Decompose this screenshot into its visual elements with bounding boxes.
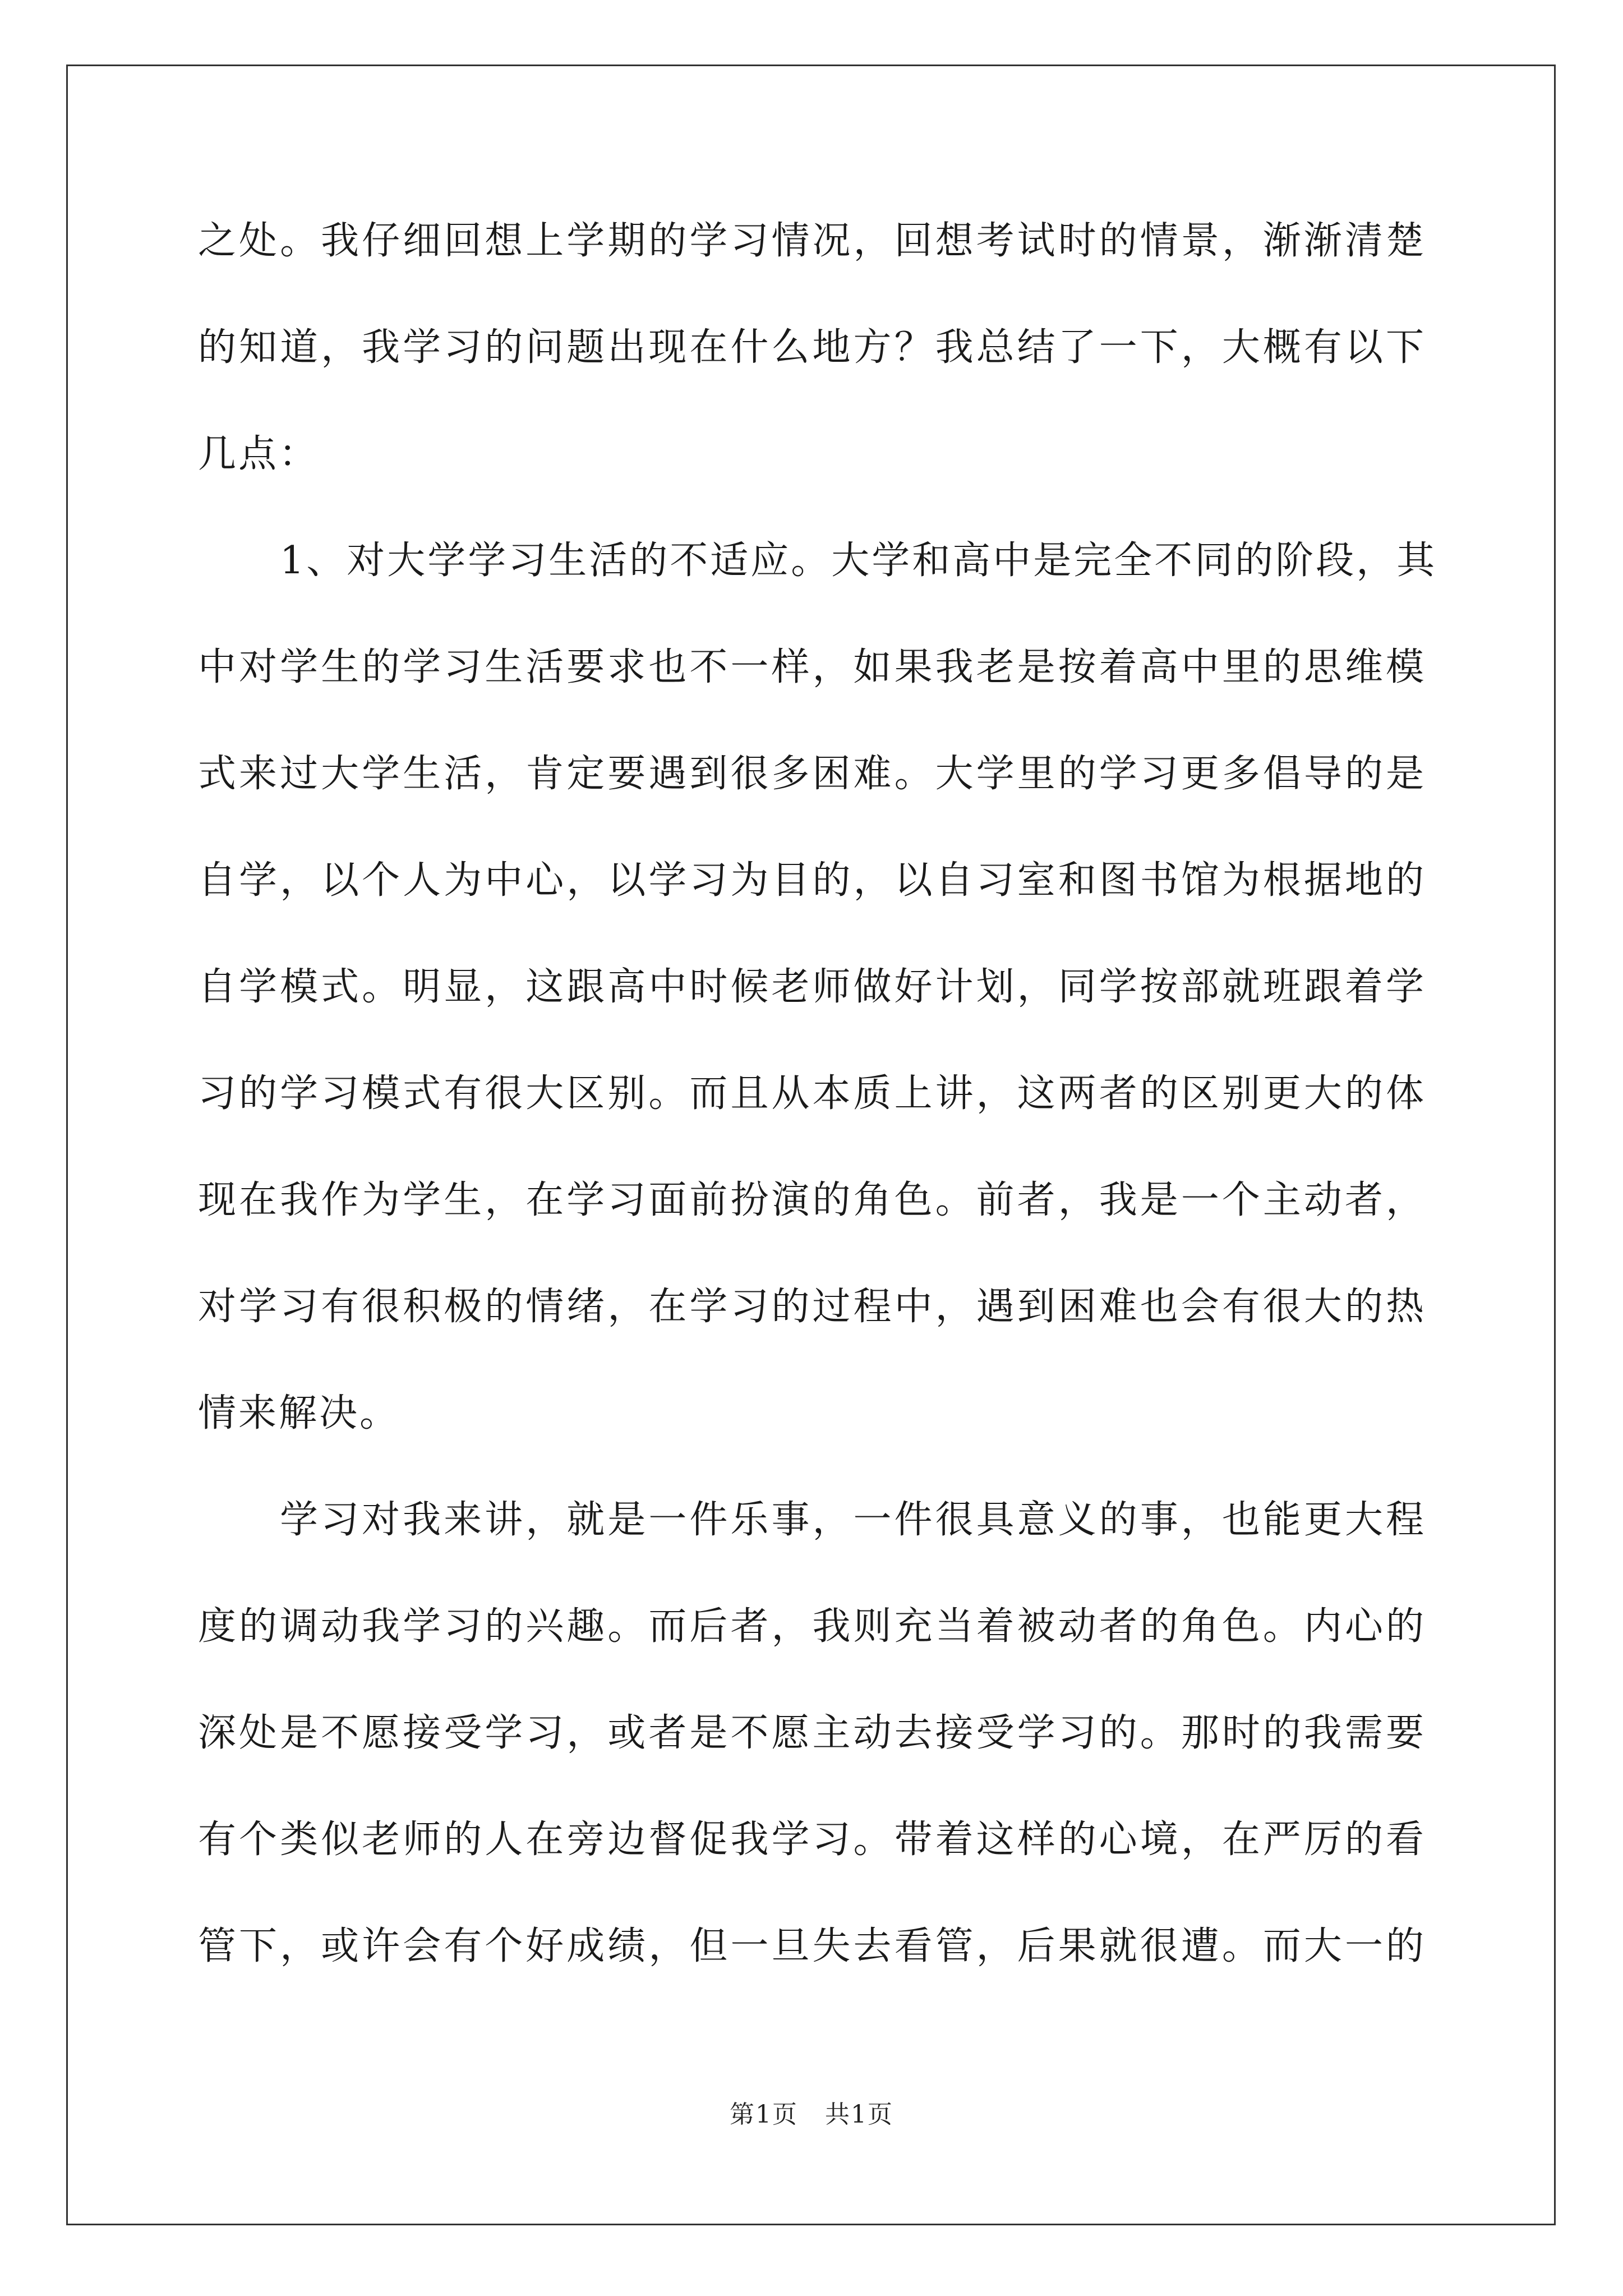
text-line: 管下，或许会有个好成绩，但一旦失去看管，后果就很遭。而大一的	[198, 1924, 1426, 1968]
page-footer	[0, 2094, 1623, 2130]
text-line: 深处是不愿接受学习，或者是不愿主动去接受学习的。那时的我需要	[198, 1711, 1426, 1755]
text-line: 自学，以个人为中心，以学习为目的，以自习室和图书馆为根据地的	[198, 858, 1426, 903]
text-line: 习的学习模式有很大区别。而且从本质上讲，这两者的区别更大的体	[198, 1071, 1426, 1116]
text-line: 的知道，我学习的问题出现在什么地方？我总结了一下，大概有以下	[198, 325, 1426, 370]
document-body	[198, 210, 1437, 2022]
text-line: 情来解决。	[198, 1391, 400, 1435]
text-line: 1、对大学学习生活的不适应。大学和高中是完全不同的阶段，其	[280, 539, 1437, 583]
page-number: 第1页	[730, 2100, 798, 2129]
text-line: 度的调动我学习的兴趣。而后者，我则充当着被动者的角色。内心的	[198, 1604, 1426, 1649]
text-line: 自学模式。明显，这跟高中时候老师做好计划，同学按部就班跟着学	[198, 965, 1426, 1009]
page-total: 共1页	[825, 2100, 893, 2129]
text-line: 之处。我仔细回想上学期的学习情况，回想考试时的情景，渐渐清楚	[198, 219, 1426, 263]
text-line: 对学习有很积极的情绪，在学习的过程中，遇到困难也会有很大的热	[198, 1285, 1426, 1329]
text-line: 学习对我来讲，就是一件乐事，一件很具意义的事，也能更大程	[280, 1498, 1426, 1542]
text-line: 现在我作为学生，在学习面前扮演的角色。前者，我是一个主动者，	[198, 1178, 1426, 1222]
text-line: 式来过大学生活，肯定要遇到很多困难。大学里的学习更多倡导的是	[198, 752, 1426, 796]
text-line: 几点：	[198, 432, 320, 476]
text-line: 有个类似老师的人在旁边督促我学习。带着这样的心境，在严厉的看	[198, 1818, 1426, 1862]
text-line: 中对学生的学习生活要求也不一样，如果我老是按着高中里的思维模	[198, 645, 1426, 689]
